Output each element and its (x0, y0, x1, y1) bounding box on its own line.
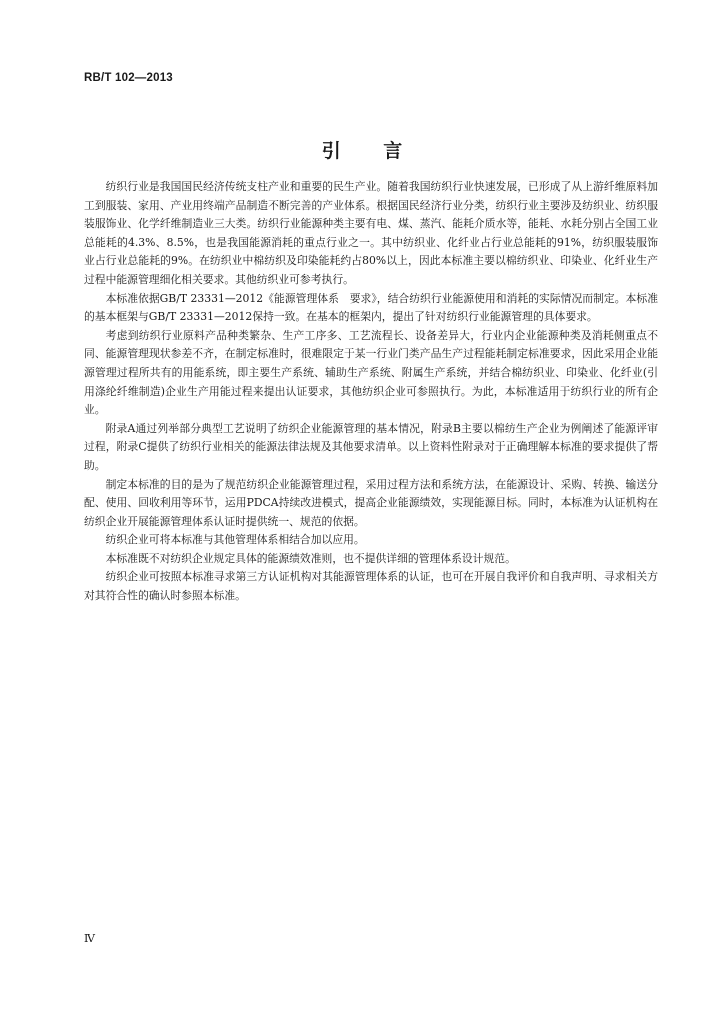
paragraph: 制定本标准的目的是为了规范纺织企业能源管理过程，采用过程方法和系统方法，在能源设计、采购、转换、输送分配、使用、回收利用等环节，运用PDCA持续改进模式，提高企业能源绩效，实现能源目标。同时，本标准为认证机构在纺织企业开展能源管理体系认证时提供统一、规范的依据。 (84, 477, 658, 528)
paragraph: 纺织行业是我国国民经济传统支柱产业和重要的民生产业。随着我国纺织行业快速发展，已形成了从上游纤维原料加工到服装、家用、产业用终端产品制造不断完善的产业体系。根据国民经济行业分类，纺织行业主要涉及纺织业、纺织服装服饰业、化学纤维制造业三大类。纺织行业能源种类主要有电、煤、蒸汽、能耗介质水等，能耗、水耗分别占全国工业总能耗的4.3%、8.5%，也是我国能源消耗的重点行业之一。其中纺织业、化纤业占行业总能耗的91%，纺织服装服饰业占行业总能耗的9%。在纺织业中棉纺织及印染能耗约占80%以上，因此本标准主要以棉纺织业、印染业、化纤业生产过程中能源管理细化相关要求。其他纺织业可参考执行。 (84, 180, 658, 286)
introduction-body (84, 178, 658, 606)
paragraph: 本标准既不对纺织企业规定具体的能源绩效准则，也不提供详细的管理体系设计规范。 (105, 551, 516, 565)
page-title: 引 言 (321, 140, 421, 162)
paragraph: 附录A通过列举部分典型工艺说明了纺织企业能源管理的基本情况，附录B主要以棉纺生产企业为例阐述了能源评审过程，附录C提供了纺织行业相关的能源法律法规及其他要求清单。以上资料性附录对于正确理解本标准的要求提供了帮助。 (84, 421, 658, 472)
paragraph: 考虑到纺织行业原料产品种类繁杂、生产工序多、工艺流程长、设备差异大，行业内企业能源种类及消耗侧重点不同、能源管理现状参差不齐，在制定标准时，很难限定于某一行业门类产品生产过程能耗制定标准要求，因此采用企业能源管理过程所共有的用能系统，即主要生产系统、辅助生产系统、附属生产系统，并结合棉纺织业、印染业、化纤业(引用涤纶纤维制造)企业生产用能过程来提出认证要求，其他纺织企业可参照执行。为此，本标准适用于纺织行业的所有企业。 (84, 328, 658, 417)
paragraph: 纺织企业可将本标准与其他管理体系相结合加以应用。 (105, 533, 365, 547)
document-code: RB/T 102—2013 (84, 72, 173, 84)
paragraph: 纺织企业可按照本标准寻求第三方认证机构对其能源管理体系的认证，也可在开展自我评价和自我声明、寻求相关方对其符合性的确认时参照本标准。 (84, 570, 658, 603)
paragraph: 本标准依据GB/T 23331—2012《能源管理体系 要求》，结合纺织行业能源使用和消耗的实际情况而制定。本标准的基本框架与GB/T 23331—2012保持一致。在基本的框架内，提出了针对纺织行业能源管理的具体要求。 (84, 291, 658, 324)
page-number: Ⅳ (84, 932, 95, 945)
